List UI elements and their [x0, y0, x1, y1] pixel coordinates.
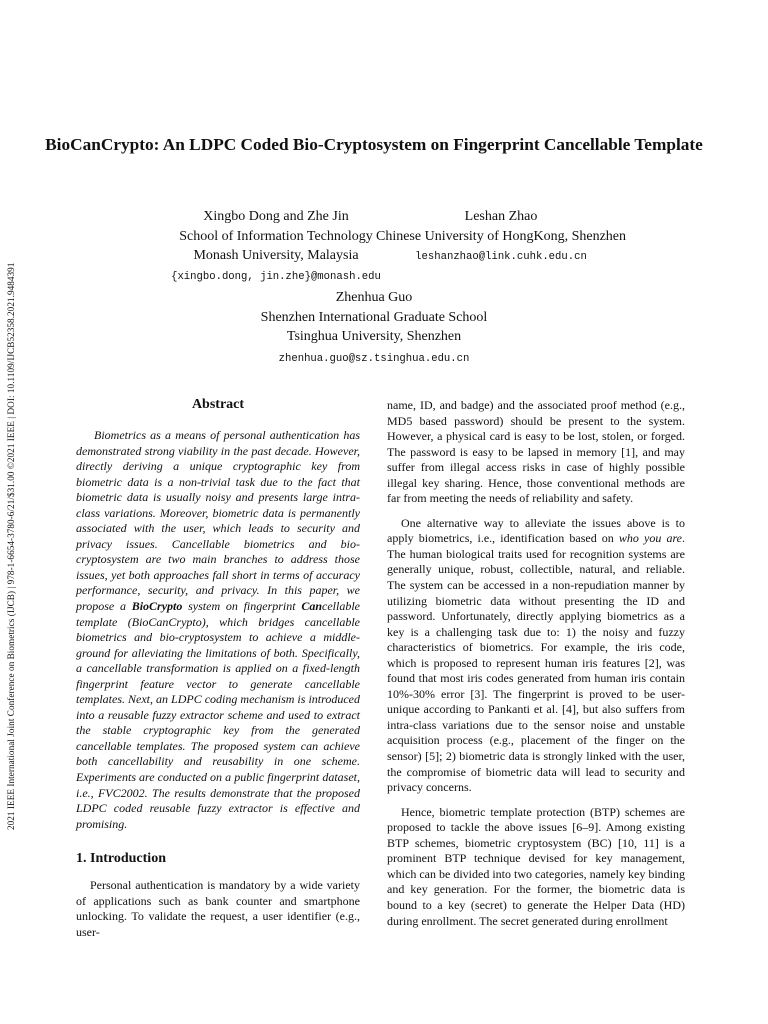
author-block-tsinghua: [180, 288, 568, 369]
left-column: [76, 396, 360, 949]
author-email: {xingbo.dong, jin.zhe}@monash.edu: [171, 270, 381, 283]
paragraph: Hence, biometric template protection (BTP) schemes are proposed to tackle the above issues [6–9]. Among existing BTP schemes, biometric cryptosystem (BC) [10, 11] is a prominent BTP technique devised for key management, which can be divided into two categories, namely key binding and key generation. For the former, the biometric data is bound to a key (secret) to generate the Helper Data (HD) during enrollment. The secret generated during enrollment: [387, 804, 685, 928]
section-heading-introduction: 1. Introduction: [76, 851, 166, 867]
author-names: Zhenhua Guo: [335, 290, 413, 305]
author-names: Leshan Zhao: [464, 209, 538, 224]
paragraph: Personal authentication is mandatory by a wide variety of applications such as bank counter and smartphone unlocking. To validate the request, a user identifier (e.g., user-: [76, 878, 360, 939]
abstract-text: Biometrics as a means of personal authentication has demonstrated strong viability in the past decade. However, directly deriving a unique cryptographic key from biometric data is a non-trivial task due to the fact that biometric data is usually noisy and presents large intra-class variations. Moreover, biometric data is permanently associated with the user, which leads to security and privacy issues. Cancellable biometrics and bio-cryptosystem are two main branches to address those issues, yet both approaches fall short in terms of accuracy performance, security, and privacy. In this paper, we propose a BioCrypto system on fingerprint Cancellable template (BioCanCrypto), which bridges cancellable biometrics and bio-cryptosystem to achieve a middle-ground for alleviating the limitations of both. Specifically, a cancellable transformation is applied on a fixed-length fingerprint feature vector to generate cancellable templates. Next, an LDPC coding mechanism is introduced into a reusable fuzzy extractor scheme and used to extract the stable cryptographic key from the generated cancellable templates. The proposed system can achieve both cancellability and reusability in one scheme. Experiments are conducted on a public fingerprint dataset, i.e., FVC2002. The results demonstrate that the proposed LDPC coded reusable fuzzy extractor is effective and promising.: [76, 428, 360, 831]
paragraph: name, ID, and badge) and the associated proof method (e.g., MD5 based password) should be present to the system. However, a physical card is easy to be lost, stolen, or forged. The password is easy to be lapsed in memory [1], and may suffer from illegal access risks in case of highly possible illegal key sharing. Hence, those conventional methods are far from meeting the needs of reliability and safety.: [387, 398, 685, 506]
author-institution: Monash University, Malaysia: [193, 248, 359, 263]
author-email: leshanzhao@link.cuhk.edu.cn: [415, 251, 587, 263]
author-institution: Tsinghua University, Shenzhen: [286, 329, 462, 344]
author-email: zhenhua.guo@sz.tsinghua.edu.cn: [278, 352, 470, 365]
author-affiliation: School of Information Technology: [179, 228, 373, 244]
abstract-heading: Abstract: [191, 397, 245, 412]
author-block-cuhk: [360, 207, 642, 268]
author-affiliation: Shenzhen International Graduate School: [260, 309, 488, 325]
paper-title: BioCanCrypto: An LDPC Coded Bio-Cryptosystem on Fingerprint Cancellable Template: [45, 135, 703, 154]
paragraph: One alternative way to alleviate the issues above is to apply biometrics, i.e., identification based on who you are. The human biological traits used for recognition systems are generally unique, robust, collectible, natural, and reliable. The system can be accessed in a non-repudiation manner by utilizing biometric data without presenting the ID and password. Unfortunately, directly applying biometrics as a key is a challenging task due to: 1) the noisy and fuzzy characteristics of biometrics. For example, the iris code, which is proposed to represent human iris features [2], was found that most iris codes generated from human iris contain 10%-30% error [3]. The fingerprint is proved to be user-unique according to Pankanti et al. [4], but also suffers from intra-class variations due to the sensor noise and unstable acquisition process (e.g., placement of the finger on the sensor) [5]; 2) biometric data is strongly linked with the user, the compromise of biometric data will lead to security and privacy concerns.: [387, 515, 685, 795]
author-affiliation: Chinese University of HongKong, Shenzhen: [375, 228, 627, 244]
copyright-doi-sidebar: 2021 IEEE International Joint Conference on Biometrics (IJCB) | 978-1-6654-3780-6/21/$31.00 ©2021 IEEE | DOI: 10.1109/IJCB52358.2021.9484391: [6, 262, 16, 830]
right-column: [387, 398, 685, 938]
author-names: Xingbo Dong and Zhe Jin: [203, 209, 349, 224]
